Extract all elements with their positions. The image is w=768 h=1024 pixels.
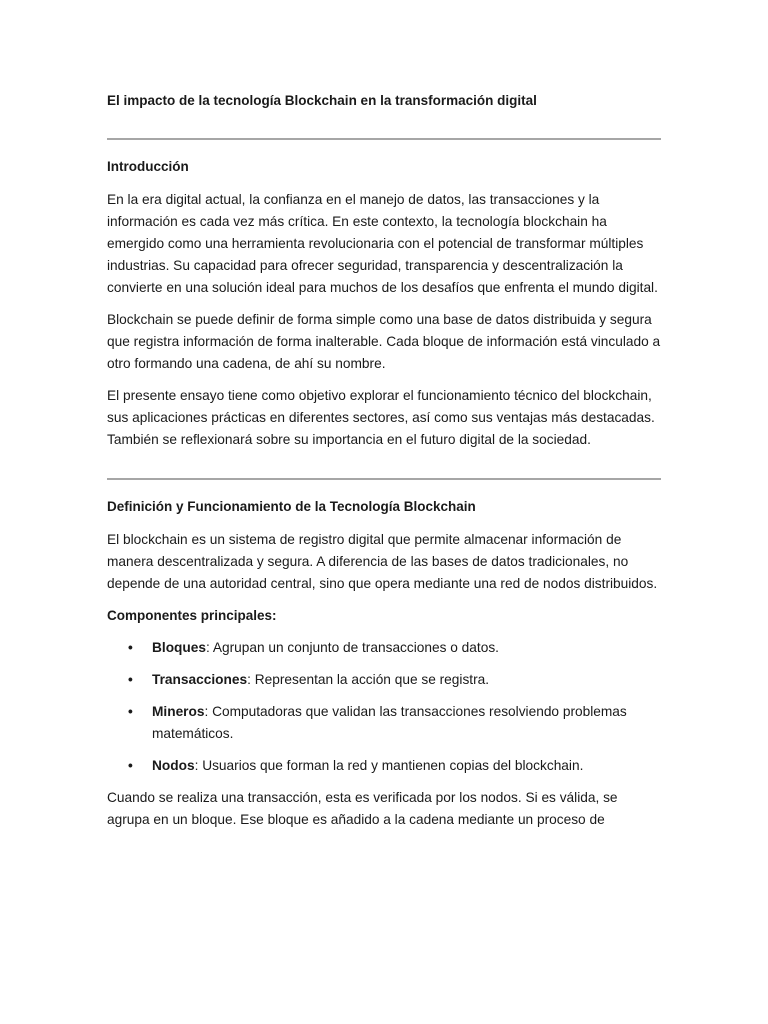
introduction-paragraph: Blockchain se puede definir de forma simple como una base de datos distribuida y segura que registra información de forma inalterable. Cada bloque de información está vinculado a otro formando una cadena, de ahí su nombre.	[107, 312, 661, 371]
bullet-icon: •	[128, 640, 133, 655]
components-heading: Componentes principales:	[107, 608, 277, 623]
section-divider	[107, 138, 661, 140]
components-list	[107, 637, 661, 777]
component-term: Nodos	[152, 758, 195, 773]
component-term: Bloques	[152, 640, 206, 655]
list-item	[107, 701, 661, 745]
introduction-heading: Introducción	[107, 159, 189, 174]
component-description: : Computadoras que validan las transacciones resolviendo problemas matemáticos.	[152, 704, 627, 741]
list-item	[107, 755, 661, 777]
definition-heading: Definición y Funcionamiento de la Tecnología Blockchain	[107, 499, 476, 514]
component-term: Mineros	[152, 704, 205, 719]
bullet-icon: •	[128, 758, 133, 773]
introduction-paragraph: El presente ensayo tiene como objetivo explorar el funcionamiento técnico del blockchain, sus aplicaciones prácticas en diferentes sectores, así como sus ventajas más destacadas. También se reflexionará sobre su importancia en el futuro digital de la sociedad.	[107, 388, 655, 447]
component-description: : Representan la acción que se registra.	[247, 672, 490, 687]
definition-paragraph: El blockchain es un sistema de registro digital que permite almacenar información de manera descentralizada y segura. A diferencia de las bases de datos tradicionales, no depende de una autoridad central, sino que opera mediante una red de nodos distribuidos.	[107, 532, 658, 591]
definition-section	[107, 498, 661, 831]
component-description: : Agrupan un conjunto de transacciones o datos.	[206, 640, 499, 655]
introduction-paragraph: En la era digital actual, la confianza en el manejo de datos, las transacciones y la información es cada vez más crítica. En este contexto, la tecnología blockchain ha emergido como una herramienta revolucionaria con el potencial de transformar múltiples industrias. Su capacidad para ofrecer seguridad, transparencia y descentralización la convierte en una solución ideal para muchos de los desafíos que enfrenta el mundo digital.	[107, 192, 658, 295]
closing-paragraph: Cuando se realiza una transacción, esta es verificada por los nodos. Si es válida, se agrupa en un bloque. Ese bloque es añadido a la cadena mediante un proceso de	[107, 790, 618, 827]
list-item	[107, 669, 661, 691]
introduction-section	[107, 158, 661, 451]
component-term: Transacciones	[152, 672, 248, 687]
list-item	[107, 637, 661, 659]
bullet-icon: •	[128, 672, 133, 687]
section-divider	[107, 478, 661, 480]
component-description: : Usuarios que forman la red y mantienen copias del blockchain.	[194, 758, 584, 773]
bullet-icon: •	[128, 704, 133, 719]
document-title: El impacto de la tecnología Blockchain en la transformación digital	[107, 93, 537, 108]
